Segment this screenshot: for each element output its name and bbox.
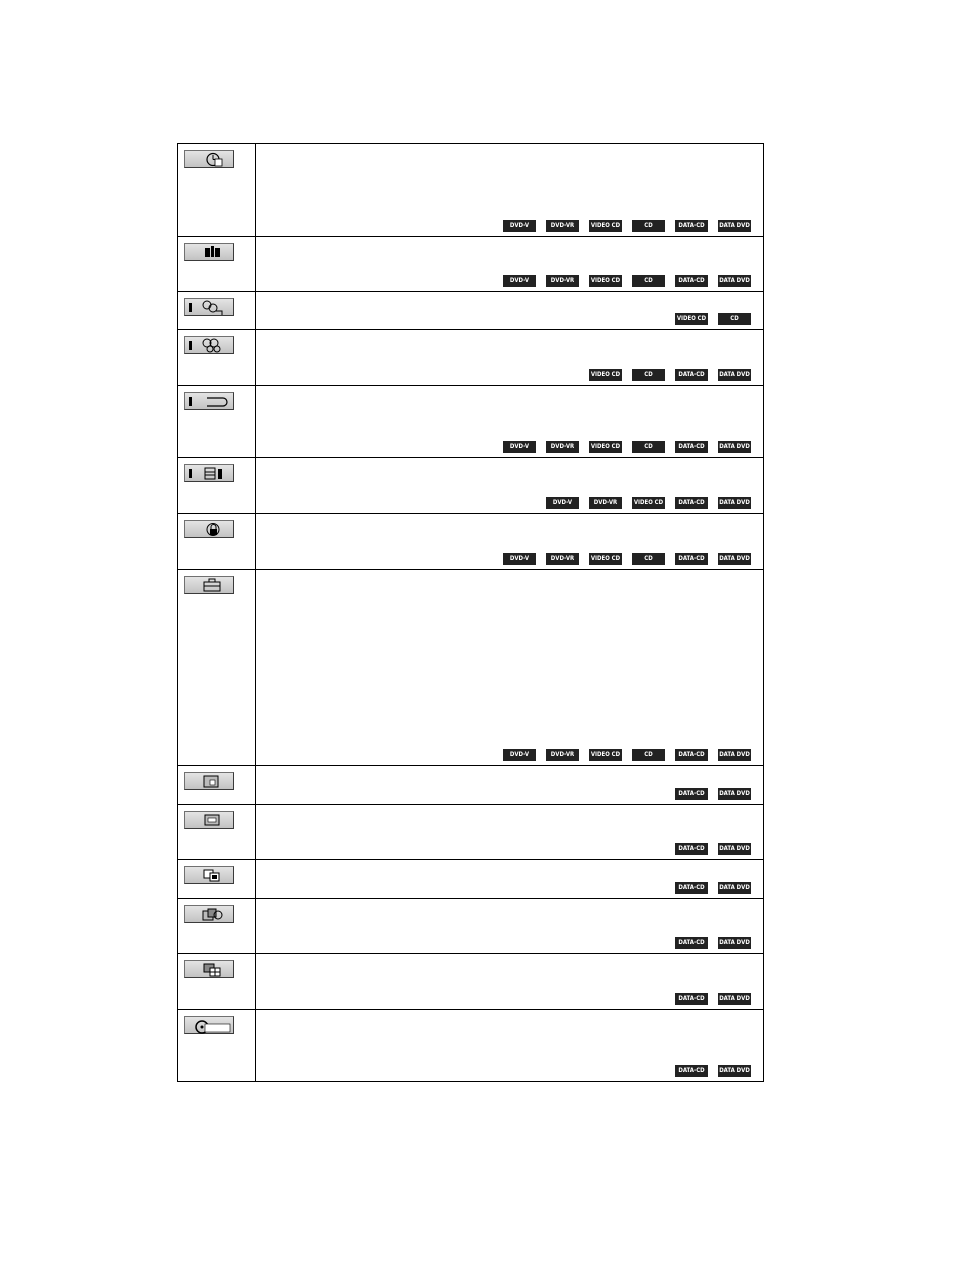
disc-type-badges [503, 553, 751, 565]
disc-type-badge: DATA DVD [718, 749, 751, 761]
disc-type-badge: CD [632, 369, 665, 381]
description-cell [256, 899, 764, 954]
disc-type-badge: DVD-V [546, 497, 579, 509]
disc-type-badge: VIDEO CD [589, 441, 622, 453]
icon-cell [178, 144, 256, 237]
description-cell [256, 330, 764, 386]
disc-type-badge: DATA DVD [718, 220, 751, 232]
description-cell [256, 292, 764, 330]
description-cell [256, 237, 764, 292]
icon-cell [178, 570, 256, 766]
disc-type-badge: DVD-VR [546, 749, 579, 761]
disc-type-badge: VIDEO CD [675, 313, 708, 325]
menu-row [178, 458, 764, 514]
disc-type-badge: DVD-V [503, 749, 536, 761]
picture-icon [184, 772, 234, 790]
slideshow-icon [184, 811, 234, 829]
disc-type-badge: DATA-CD [675, 749, 708, 761]
icon-cell [178, 805, 256, 860]
menu-row [178, 386, 764, 458]
icon-cell [178, 899, 256, 954]
menu-row [178, 292, 764, 330]
icon-cell [178, 860, 256, 899]
description-cell [256, 860, 764, 899]
disc-type-badge: DVD-V [503, 220, 536, 232]
disc-type-badge: VIDEO CD [589, 220, 622, 232]
icon-cell [178, 1010, 256, 1082]
speakers-icon [184, 243, 234, 261]
disc-type-badge: DVD-VR [589, 497, 622, 509]
disc-type-badge: DATA DVD [718, 788, 751, 800]
menu-row [178, 330, 764, 386]
lock-icon [184, 520, 234, 538]
disc-type-badge: DATA DVD [718, 937, 751, 949]
clock-icon [184, 150, 234, 168]
disc-type-badge: DVD-VR [546, 220, 579, 232]
description-cell [256, 1010, 764, 1082]
disc-type-badge: DATA-CD [675, 1065, 708, 1077]
description-cell [256, 954, 764, 1010]
disc-type-badges [503, 220, 751, 232]
description-cell [256, 458, 764, 514]
disc-type-badge: DATA DVD [718, 553, 751, 565]
disc-type-badge: VIDEO CD [589, 369, 622, 381]
description-cell [256, 570, 764, 766]
disc-type-badge: DATA-CD [675, 441, 708, 453]
icon-cell [178, 766, 256, 805]
menu-row [178, 570, 764, 766]
disc-type-badges [546, 497, 751, 509]
disc-type-badge: DATA-CD [675, 882, 708, 894]
disc-type-badge: CD [632, 275, 665, 287]
disc-type-badge: VIDEO CD [632, 497, 665, 509]
disc-type-badges [675, 937, 751, 949]
disc-chain-icon [184, 298, 234, 316]
disc-type-badge: DATA-CD [675, 369, 708, 381]
icon-cell [178, 458, 256, 514]
menu-row [178, 899, 764, 954]
disc-type-badges [675, 788, 751, 800]
disc-type-badge: DATA DVD [718, 993, 751, 1005]
icon-cell [178, 954, 256, 1010]
disc-type-badge: DATA-CD [675, 220, 708, 232]
description-cell [256, 805, 764, 860]
disc-type-badge: DATA DVD [718, 369, 751, 381]
disc-type-badges [503, 441, 751, 453]
description-cell [256, 766, 764, 805]
disc-type-badge: VIDEO CD [589, 553, 622, 565]
menu-row [178, 766, 764, 805]
disc-type-badge: DATA DVD [718, 441, 751, 453]
disc-type-badge: VIDEO CD [589, 749, 622, 761]
disc-type-badges [503, 749, 751, 761]
disc-type-badge: DATA DVD [718, 843, 751, 855]
disc-type-badge: DATA-CD [675, 497, 708, 509]
menu-row [178, 1010, 764, 1082]
disc-type-badges [675, 843, 751, 855]
disc-type-badge: DVD-VR [546, 441, 579, 453]
menu-row [178, 237, 764, 292]
disc-type-badge: CD [632, 220, 665, 232]
disc-type-badge: DVD-VR [546, 275, 579, 287]
icon-cell [178, 237, 256, 292]
disc-type-badge: CD [632, 441, 665, 453]
music-image-icon [184, 905, 234, 923]
disc-type-badge: DATA-CD [675, 937, 708, 949]
disc-type-badge: DVD-V [503, 553, 536, 565]
disc-type-badges [675, 993, 751, 1005]
description-cell [256, 514, 764, 570]
disc-type-badge: DVD-V [503, 275, 536, 287]
menu-row [178, 954, 764, 1010]
disc-type-badges [675, 882, 751, 894]
disc-type-badge: VIDEO CD [589, 275, 622, 287]
repeat-icon [184, 392, 234, 410]
icon-cell [178, 386, 256, 458]
disc-type-badge: DVD-VR [546, 553, 579, 565]
disc-type-badge: DATA DVD [718, 882, 751, 894]
image-list-icon [184, 866, 234, 884]
disc-type-badge: DVD-V [503, 441, 536, 453]
menu-row [178, 805, 764, 860]
control-menu-table [177, 143, 764, 1082]
toolbox-icon [184, 576, 234, 594]
disc-type-badges [503, 275, 751, 287]
disc-type-badge: DATA DVD [718, 275, 751, 287]
effect-icon [184, 960, 234, 978]
disc-type-badge: DATA-CD [675, 993, 708, 1005]
icon-cell [178, 514, 256, 570]
disc-type-badge: DATA-CD [675, 553, 708, 565]
disc-type-badge: DATA-CD [675, 275, 708, 287]
disc-type-badge: DATA DVD [718, 497, 751, 509]
disc-type-badge: CD [632, 749, 665, 761]
menu-row [178, 144, 764, 237]
disc-type-badge: CD [632, 553, 665, 565]
disc-type-badge: CD [718, 313, 751, 325]
menu-row [178, 860, 764, 899]
description-cell [256, 144, 764, 237]
menu-row [178, 514, 764, 570]
icon-cell [178, 292, 256, 330]
film-strip-icon [184, 464, 234, 482]
disc-type-badges [675, 1065, 751, 1077]
description-cell [256, 386, 764, 458]
icon-cell [178, 330, 256, 386]
disc-type-badge: DATA DVD [718, 1065, 751, 1077]
disc-type-badges [675, 313, 751, 325]
disc-type-badge: DATA-CD [675, 788, 708, 800]
data-disc-icon [184, 1016, 234, 1034]
disc-type-badges [589, 369, 751, 381]
disc-shuffle-icon [184, 336, 234, 354]
disc-type-badge: DATA-CD [675, 843, 708, 855]
